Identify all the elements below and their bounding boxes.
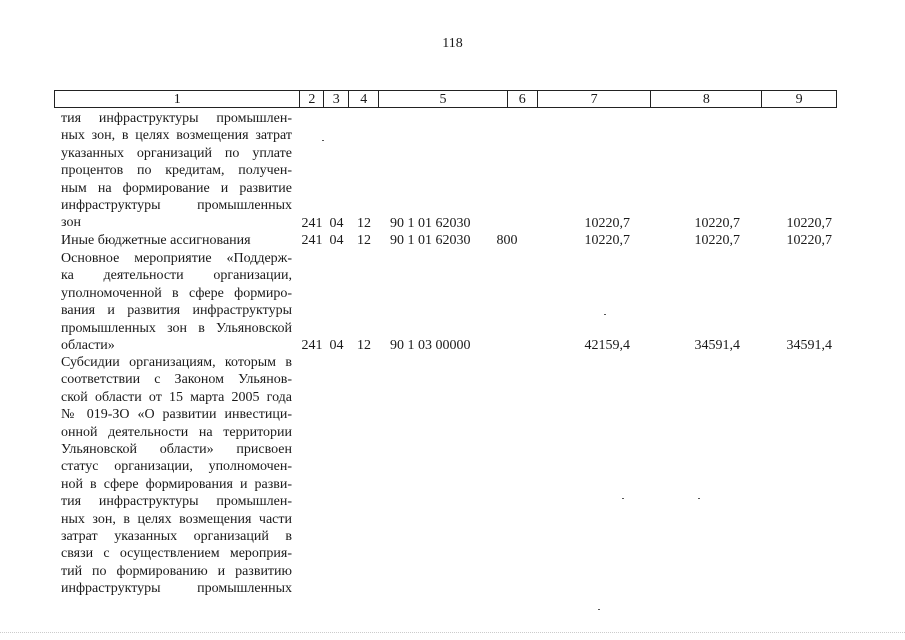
- cell-amount-7: 10220,7: [584, 233, 630, 248]
- header-col-8: 8: [651, 91, 762, 107]
- cell-subsection: 12: [357, 233, 371, 248]
- description-line: Субсидии организациям, которым в: [61, 355, 292, 370]
- cell-amount-7: 10220,7: [584, 216, 630, 231]
- description-line: инфраструктуры промышленных: [61, 581, 292, 597]
- description-line: Ульяновской области» присвоен: [61, 442, 292, 458]
- description-line: затрат указанных организаций в: [61, 529, 292, 545]
- cell-target-article: 90 1 01 62030: [390, 216, 471, 231]
- description-line: ным на формирование и развитие: [61, 180, 292, 196]
- description-line: связи с осуществлением мероприя-: [61, 546, 292, 562]
- scan-speck: [322, 140, 324, 141]
- description-line: тия инфраструктуры промышлен-: [61, 494, 292, 510]
- cell-section: 04: [329, 233, 344, 248]
- header-col-7: 7: [538, 91, 652, 107]
- description-line: онной деятельности на территории: [61, 424, 292, 440]
- cell-target-article: 90 1 03 00000: [390, 338, 471, 353]
- header-col-3: 3: [324, 91, 349, 107]
- cell-target-article: 90 1 01 62030: [390, 233, 471, 248]
- description-line: области»: [61, 338, 115, 354]
- cell-section: 04: [329, 216, 344, 231]
- header-col-4: 4: [349, 91, 379, 107]
- description-line: ской области от 15 марта 2005 года: [61, 389, 292, 405]
- description-line: промышленных зон в Ульяновской: [61, 320, 292, 336]
- description-line: статус организации, уполномочен-: [61, 459, 292, 475]
- description-line: ных зон, в целях возмещения затрат: [61, 128, 292, 144]
- description-line: уполномоченной в сфере формиро-: [61, 285, 292, 301]
- scan-speck: [604, 314, 606, 315]
- description-line: ка деятельности организации,: [61, 268, 292, 284]
- description-line: тия инфраструктуры промышлен-: [61, 111, 292, 126]
- page-number: 118: [442, 36, 463, 51]
- description-line: ных зон, в целях возмещения части: [61, 511, 292, 527]
- header-col-2: 2: [300, 91, 324, 107]
- table-header: [54, 90, 837, 108]
- scan-speck: [698, 498, 700, 499]
- cell-amount-9: 10220,7: [786, 233, 832, 248]
- header-col-5: 5: [379, 91, 508, 107]
- description-line: соответствии с Законом Ульянов-: [61, 372, 292, 388]
- cell-amount-8: 34591,4: [694, 338, 740, 353]
- page-bottom-edge: [0, 632, 905, 633]
- cell-amount-9: 10220,7: [786, 216, 832, 231]
- description-line: указанных организаций по уплате: [61, 145, 292, 161]
- scan-speck: [622, 498, 624, 499]
- cell-expense-type: 800: [496, 233, 518, 248]
- scan-speck: [598, 609, 600, 610]
- cell-subsection: 12: [357, 338, 371, 353]
- description-line: ной в сфере формирования и разви-: [61, 476, 292, 492]
- cell-amount-9: 34591,4: [786, 338, 832, 353]
- description-line: зон: [61, 215, 81, 231]
- row-description-4: [61, 354, 292, 598]
- header-col-1: 1: [55, 91, 300, 107]
- description-line: Иные бюджетные ассигнования: [61, 233, 251, 248]
- header-col-6: 6: [508, 91, 538, 107]
- table-row: [54, 215, 837, 232]
- table-row: [54, 337, 837, 354]
- description-line: процентов по кредитам, получен-: [61, 163, 292, 179]
- cell-subsection: 12: [357, 216, 371, 231]
- description-line: Основное мероприятие «Поддерж-: [61, 251, 292, 266]
- description-line: инфраструктуры промышленных: [61, 198, 292, 214]
- cell-amount-8: 10220,7: [694, 233, 740, 248]
- header-col-9: 9: [795, 92, 803, 107]
- cell-code-241: 241: [301, 233, 323, 248]
- cell-section: 04: [329, 338, 344, 353]
- description-line: тий по формированию и развитию: [61, 563, 292, 579]
- cell-amount-8: 10220,7: [694, 216, 740, 231]
- cell-code-241: 241: [301, 216, 323, 231]
- cell-amount-7: 42159,4: [584, 338, 630, 353]
- cell-code-241: 241: [301, 338, 323, 353]
- row-description-1: [61, 110, 292, 232]
- description-line: № 019-ЗО «О развитии инвестици-: [61, 407, 292, 423]
- description-line: вания и развития инфраструктуры: [61, 303, 292, 319]
- table-row: [54, 232, 837, 249]
